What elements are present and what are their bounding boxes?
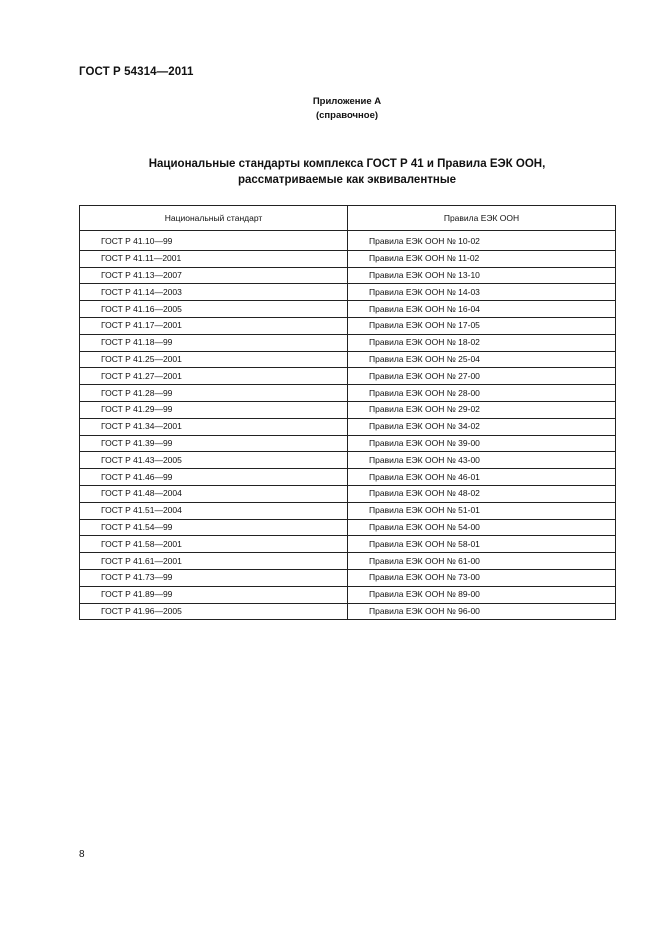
table-row xyxy=(80,553,616,570)
table-row xyxy=(80,502,616,519)
national-standard-cell: ГОСТ Р 41.54—99 xyxy=(80,519,348,536)
national-standard-cell: ГОСТ Р 41.13—2007 xyxy=(80,267,348,284)
unece-regulation-cell: Правила ЕЭК ООН № 11-02 xyxy=(348,250,616,267)
unece-regulation-cell: Правила ЕЭК ООН № 18-02 xyxy=(348,334,616,351)
national-standard-cell: ГОСТ Р 41.46—99 xyxy=(80,469,348,486)
table-row xyxy=(80,334,616,351)
unece-regulation-cell: Правила ЕЭК ООН № 43-00 xyxy=(348,452,616,469)
unece-regulation-cell: Правила ЕЭК ООН № 25-04 xyxy=(348,351,616,368)
national-standard-cell: ГОСТ Р 41.18—99 xyxy=(80,334,348,351)
national-standard-cell: ГОСТ Р 41.58—2001 xyxy=(80,536,348,553)
unece-regulation-cell: Правила ЕЭК ООН № 96-00 xyxy=(348,603,616,620)
unece-regulation-cell: Правила ЕЭК ООН № 34-02 xyxy=(348,418,616,435)
unece-regulation-cell: Правила ЕЭК ООН № 39-00 xyxy=(348,435,616,452)
table-row xyxy=(80,469,616,486)
national-standard-cell: ГОСТ Р 41.14—2003 xyxy=(80,284,348,301)
national-standard-cell: ГОСТ Р 41.96—2005 xyxy=(80,603,348,620)
page-number: 8 xyxy=(79,849,85,860)
equivalence-table xyxy=(79,205,616,620)
unece-regulation-cell: Правила ЕЭК ООН № 28-00 xyxy=(348,385,616,402)
table-row xyxy=(80,452,616,469)
unece-regulation-cell: Правила ЕЭК ООН № 16-04 xyxy=(348,301,616,318)
unece-regulation-cell: Правила ЕЭК ООН № 46-01 xyxy=(348,469,616,486)
national-standard-cell: ГОСТ Р 41.17—2001 xyxy=(80,317,348,334)
table-row xyxy=(80,368,616,385)
table-row xyxy=(80,569,616,586)
table-header-row xyxy=(80,206,616,231)
table-row xyxy=(80,519,616,536)
table-row xyxy=(80,401,616,418)
table-row xyxy=(80,284,616,301)
national-standard-cell: ГОСТ Р 41.39—99 xyxy=(80,435,348,452)
document-code: ГОСТ Р 54314—2011 xyxy=(79,66,194,78)
table-heading-line-2: рассматриваемые как эквивалентные xyxy=(237,174,457,186)
column-header-unece-regulation: Правила ЕЭК ООН xyxy=(348,206,616,231)
national-standard-cell: ГОСТ Р 41.61—2001 xyxy=(80,553,348,570)
unece-regulation-cell: Правила ЕЭК ООН № 29-02 xyxy=(348,401,616,418)
unece-regulation-cell: Правила ЕЭК ООН № 48-02 xyxy=(348,485,616,502)
unece-regulation-cell: Правила ЕЭК ООН № 58-01 xyxy=(348,536,616,553)
unece-regulation-cell: Правила ЕЭК ООН № 27-00 xyxy=(348,368,616,385)
unece-regulation-cell: Правила ЕЭК ООН № 73-00 xyxy=(348,569,616,586)
unece-regulation-cell: Правила ЕЭК ООН № 17-05 xyxy=(348,317,616,334)
table-row xyxy=(80,485,616,502)
table-row xyxy=(80,351,616,368)
unece-regulation-cell: Правила ЕЭК ООН № 89-00 xyxy=(348,586,616,603)
unece-regulation-cell: Правила ЕЭК ООН № 13-10 xyxy=(348,267,616,284)
annex-title: Приложение А xyxy=(312,96,382,107)
national-standard-cell: ГОСТ Р 41.16—2005 xyxy=(80,301,348,318)
national-standard-cell: ГОСТ Р 41.28—99 xyxy=(80,385,348,402)
table-row xyxy=(80,603,616,620)
unece-regulation-cell: Правила ЕЭК ООН № 61-00 xyxy=(348,553,616,570)
unece-regulation-cell: Правила ЕЭК ООН № 54-00 xyxy=(348,519,616,536)
table-row xyxy=(80,418,616,435)
table-row xyxy=(80,586,616,603)
national-standard-cell: ГОСТ Р 41.29—99 xyxy=(80,401,348,418)
table-row xyxy=(80,317,616,334)
table-heading-line-1: Национальные стандарты комплекса ГОСТ Р 41 и Правила ЕЭК ООН, xyxy=(148,158,546,170)
table-row xyxy=(80,301,616,318)
table-row xyxy=(80,536,616,553)
table-row xyxy=(80,250,616,267)
table-row xyxy=(80,435,616,452)
table-row xyxy=(80,385,616,402)
national-standard-cell: ГОСТ Р 41.11—2001 xyxy=(80,250,348,267)
annex-subtitle: (справочное) xyxy=(315,110,379,121)
unece-regulation-cell: Правила ЕЭК ООН № 10-02 xyxy=(348,231,616,251)
table-body xyxy=(80,231,616,620)
national-standard-cell: ГОСТ Р 41.34—2001 xyxy=(80,418,348,435)
national-standard-cell: ГОСТ Р 41.27—2001 xyxy=(80,368,348,385)
national-standard-cell: ГОСТ Р 41.25—2001 xyxy=(80,351,348,368)
unece-regulation-cell: Правила ЕЭК ООН № 51-01 xyxy=(348,502,616,519)
column-header-national-standard: Национальный стандарт xyxy=(80,206,348,231)
national-standard-cell: ГОСТ Р 41.48—2004 xyxy=(80,485,348,502)
unece-regulation-cell: Правила ЕЭК ООН № 14-03 xyxy=(348,284,616,301)
table-row xyxy=(80,267,616,284)
table-row xyxy=(80,231,616,251)
national-standard-cell: ГОСТ Р 41.10—99 xyxy=(80,231,348,251)
national-standard-cell: ГОСТ Р 41.73—99 xyxy=(80,569,348,586)
national-standard-cell: ГОСТ Р 41.51—2004 xyxy=(80,502,348,519)
national-standard-cell: ГОСТ Р 41.89—99 xyxy=(80,586,348,603)
national-standard-cell: ГОСТ Р 41.43—2005 xyxy=(80,452,348,469)
